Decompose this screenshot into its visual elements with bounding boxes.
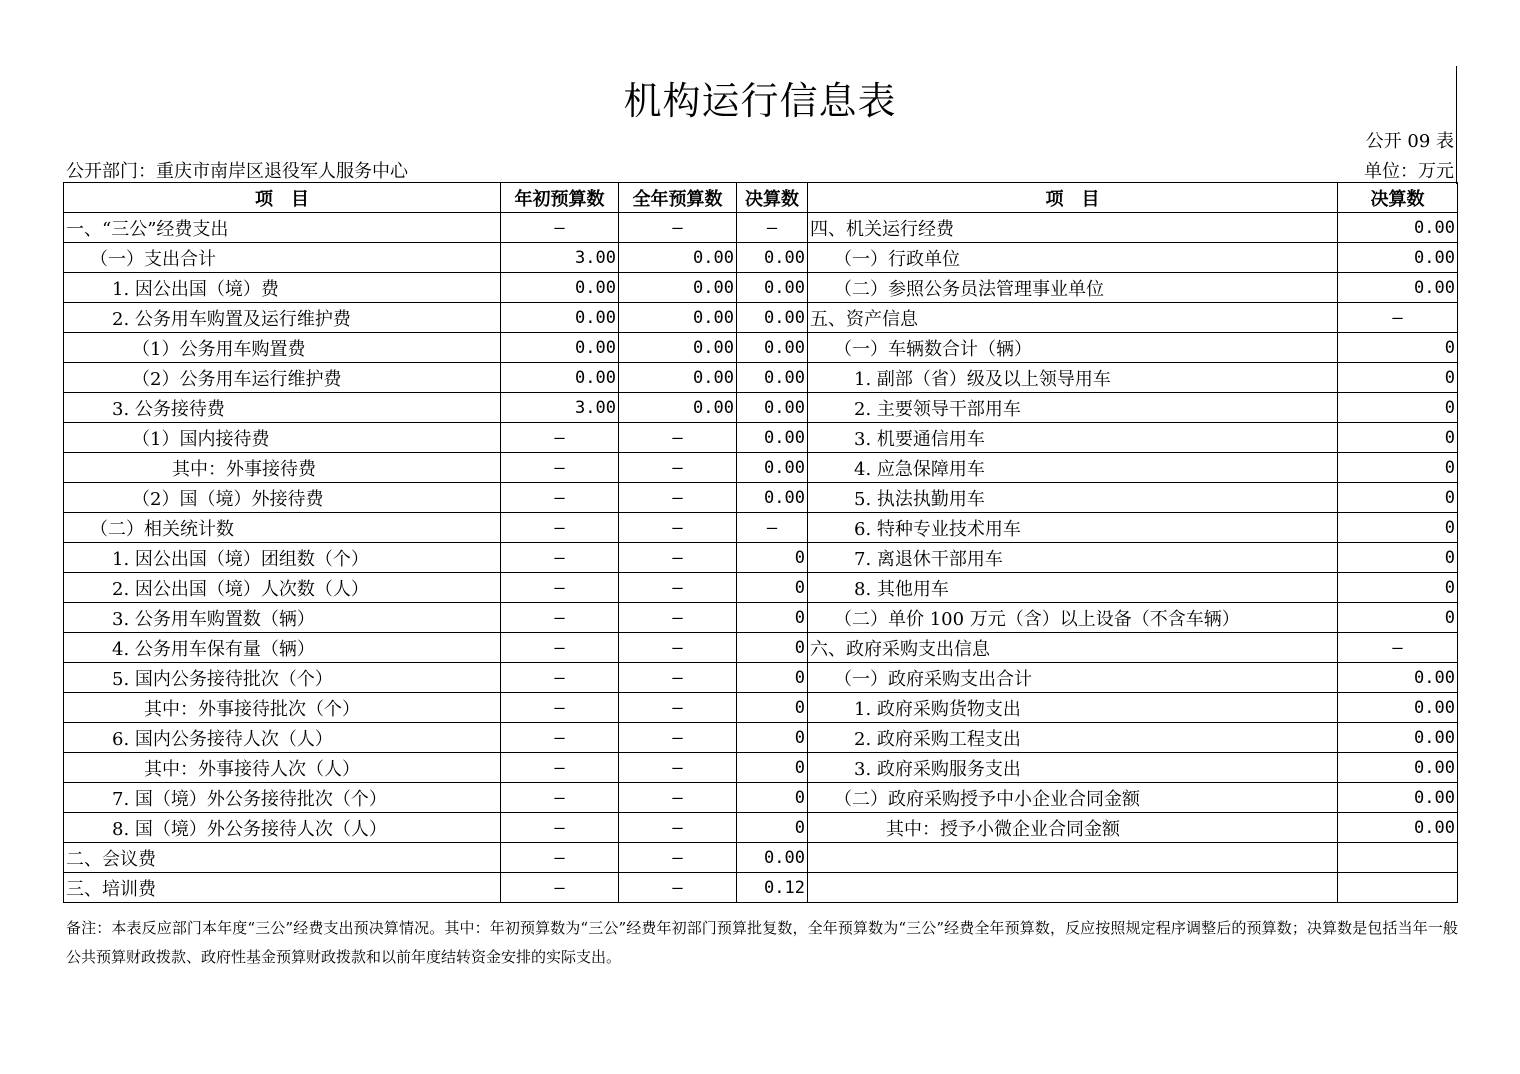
final-cell-right [1338,843,1458,873]
table-row [64,603,1458,633]
full-budget-cell: — [619,483,737,513]
final-cell-right: 0 [1338,603,1458,633]
final-cell: 0.00 [737,303,808,333]
full-budget-cell: — [619,603,737,633]
header-initial-budget: 年初预算数 [501,183,619,213]
row-label-right: 2. 主要领导干部用车 [808,393,1338,423]
final-cell-right: 0 [1338,543,1458,573]
final-cell-right: 0.00 [1338,693,1458,723]
final-cell-right: 0.00 [1338,753,1458,783]
table-row [64,693,1458,723]
full-budget-cell: 0.00 [619,303,737,333]
table-row [64,543,1458,573]
final-cell: 0 [737,723,808,753]
final-cell: 0.00 [737,243,808,273]
final-cell-right: 0 [1338,573,1458,603]
table-row [64,513,1458,543]
table-row [64,423,1458,453]
table-row [64,333,1458,363]
row-label-right: （二）单价 100 万元（含）以上设备（不含车辆） [808,603,1338,633]
table-row [64,273,1458,303]
initial-budget-cell: 3.00 [501,243,619,273]
row-label: 其中：外事接待批次（个） [64,693,501,723]
final-cell-right: — [1338,633,1458,663]
final-cell-right: 0.00 [1338,783,1458,813]
final-cell-right: 0.00 [1338,243,1458,273]
final-cell: 0.00 [737,273,808,303]
final-cell-right: 0.00 [1338,273,1458,303]
final-cell: 0.00 [737,393,808,423]
initial-budget-cell: 0.00 [501,333,619,363]
initial-budget-cell: — [501,423,619,453]
table-row [64,243,1458,273]
final-cell: 0 [737,813,808,843]
table-row [64,483,1458,513]
row-label-right [808,843,1338,873]
row-label-right: 1. 副部（省）级及以上领导用车 [808,363,1338,393]
initial-budget-cell: — [501,513,619,543]
initial-budget-cell: 0.00 [501,303,619,333]
initial-budget-cell: — [501,603,619,633]
row-label: （1）公务用车购置费 [64,333,501,363]
full-budget-cell: 0.00 [619,363,737,393]
full-budget-cell: — [619,693,737,723]
initial-budget-cell: 3.00 [501,393,619,423]
table-row [64,573,1458,603]
row-label-right: 8. 其他用车 [808,573,1338,603]
full-budget-cell: — [619,573,737,603]
initial-budget-cell: — [501,543,619,573]
initial-budget-cell: — [501,723,619,753]
row-label-right: （二）参照公务员法管理事业单位 [808,273,1338,303]
unit-label: 单位：万元 [1364,161,1454,182]
row-label: 二、会议费 [64,843,501,873]
row-label-right: 6. 特种专业技术用车 [808,513,1338,543]
initial-budget-cell: — [501,843,619,873]
row-label: 8. 国（境）外公务接待人次（人） [64,813,501,843]
row-label: 1. 因公出国（境）费 [64,273,501,303]
table-header-row [64,183,1458,213]
row-label-right: 五、资产信息 [808,303,1338,333]
final-cell-right: 0 [1338,363,1458,393]
row-label-right: （一）车辆数合计（辆） [808,333,1338,363]
full-budget-cell: — [619,633,737,663]
table-row [64,633,1458,663]
full-budget-cell: 0.00 [619,243,737,273]
final-cell-right: 0 [1338,483,1458,513]
final-cell-right: 0 [1338,333,1458,363]
initial-budget-cell: — [501,633,619,663]
header-item: 项 目 [64,183,501,213]
row-label: 4. 公务用车保有量（辆） [64,633,501,663]
full-budget-cell: 0.00 [619,333,737,363]
row-label: 一、“三公”经费支出 [64,213,501,243]
final-cell-right: 0.00 [1338,813,1458,843]
table-row [64,753,1458,783]
initial-budget-cell: — [501,783,619,813]
final-cell: 0 [737,753,808,783]
row-label: 2. 公务用车购置及运行维护费 [64,303,501,333]
final-cell: 0.00 [737,843,808,873]
final-cell-right: 0.00 [1338,723,1458,753]
initial-budget-cell: — [501,573,619,603]
final-cell: 0 [737,663,808,693]
initial-budget-cell: — [501,663,619,693]
full-budget-cell: — [619,843,737,873]
table-row [64,813,1458,843]
row-label-right: （一）政府采购支出合计 [808,663,1338,693]
final-cell-right: — [1338,303,1458,333]
final-cell-right: 0 [1338,453,1458,483]
final-cell: — [737,213,808,243]
full-budget-cell: — [619,723,737,753]
footnote: 备注：本表反应部门本年度“三公”经费支出预决算情况。其中：年初预算数为“三公”经费年初部门预算批复数，全年预算数为“三公”经费全年预算数，反应按照规定程序调整后的预算数；决算数是包括当年一般公共预算财政拨款、政府性基金预算财政拨款和以前年度结转资金安排的实际支出。 [66,919,1458,966]
row-label-right: 3. 机要通信用车 [808,423,1338,453]
table-row [64,213,1458,243]
header-full-budget: 全年预算数 [619,183,737,213]
initial-budget-cell: — [501,453,619,483]
full-budget-cell: — [619,213,737,243]
row-label-right: 7. 离退休干部用车 [808,543,1338,573]
row-label-right: 1. 政府采购货物支出 [808,693,1338,723]
row-label-right [808,873,1338,903]
initial-budget-cell: — [501,813,619,843]
full-budget-cell: — [619,813,737,843]
header-final-right: 决算数 [1338,183,1458,213]
full-budget-cell: — [619,423,737,453]
header-item-right: 项 目 [808,183,1338,213]
initial-budget-cell: 0.00 [501,363,619,393]
table-row [64,873,1458,903]
row-label: （二）相关统计数 [64,513,501,543]
header-final: 决算数 [737,183,808,213]
final-cell: 0 [737,543,808,573]
row-label: （一）支出合计 [64,243,501,273]
final-cell: 0.00 [737,423,808,453]
initial-budget-cell: — [501,693,619,723]
row-label: （1）国内接待费 [64,423,501,453]
row-label: 其中：外事接待费 [64,453,501,483]
row-label-right: 四、机关运行经费 [808,213,1338,243]
initial-budget-cell: — [501,213,619,243]
table-row [64,783,1458,813]
final-cell: 0.00 [737,453,808,483]
initial-budget-cell: — [501,483,619,513]
info-table [63,182,1458,903]
row-label-right: 2. 政府采购工程支出 [808,723,1338,753]
final-cell: 0 [737,693,808,723]
table-row [64,303,1458,333]
full-budget-cell: 0.00 [619,273,737,303]
final-cell-right: 0 [1338,423,1458,453]
final-cell: 0.00 [737,483,808,513]
final-cell: 0.12 [737,873,808,903]
row-label: 2. 因公出国（境）人次数（人） [64,573,501,603]
final-cell: 0.00 [737,363,808,393]
row-label: 3. 公务用车购置数（辆） [64,603,501,633]
table-row [64,843,1458,873]
row-label-right: 六、政府采购支出信息 [808,633,1338,663]
final-cell: 0 [737,603,808,633]
department-label: 公开部门：重庆市南岸区退役军人服务中心 [66,161,408,182]
final-cell: 0.00 [737,333,808,363]
full-budget-cell: — [619,453,737,483]
row-label-right: 4. 应急保障用车 [808,453,1338,483]
table-row [64,363,1458,393]
table-row [64,663,1458,693]
row-label-right: （二）政府采购授予中小企业合同金额 [808,783,1338,813]
row-label-right: （一）行政单位 [808,243,1338,273]
table-row [64,453,1458,483]
initial-budget-cell: 0.00 [501,273,619,303]
full-budget-cell: — [619,783,737,813]
row-label-right: 其中：授予小微企业合同金额 [808,813,1338,843]
form-number: 公开 09 表 [1365,131,1454,152]
initial-budget-cell: — [501,873,619,903]
table-row [64,393,1458,423]
final-cell-right: 0 [1338,513,1458,543]
row-label: 3. 公务接待费 [64,393,501,423]
final-cell: 0 [737,573,808,603]
final-cell: — [737,513,808,543]
table-row [64,723,1458,753]
full-budget-cell: 0.00 [619,393,737,423]
row-label-right: 5. 执法执勤用车 [808,483,1338,513]
row-label: 6. 国内公务接待人次（人） [64,723,501,753]
full-budget-cell: — [619,753,737,783]
full-budget-cell: — [619,873,737,903]
row-label: 其中：外事接待人次（人） [64,753,501,783]
full-budget-cell: — [619,543,737,573]
row-label: 1. 因公出国（境）团组数（个） [64,543,501,573]
final-cell-right: 0.00 [1338,213,1458,243]
final-cell: 0 [737,783,808,813]
initial-budget-cell: — [501,753,619,783]
row-label: 三、培训费 [64,873,501,903]
page-title: 机构运行信息表 [623,79,897,123]
full-budget-cell: — [619,513,737,543]
final-cell: 0 [737,633,808,663]
row-label: （2）公务用车运行维护费 [64,363,501,393]
final-cell-right: 0 [1338,393,1458,423]
row-label-right: 3. 政府采购服务支出 [808,753,1338,783]
full-budget-cell: — [619,663,737,693]
final-cell-right [1338,873,1458,903]
row-label: 5. 国内公务接待批次（个） [64,663,501,693]
row-label: （2）国（境）外接待费 [64,483,501,513]
final-cell-right: 0.00 [1338,663,1458,693]
row-label: 7. 国（境）外公务接待批次（个） [64,783,501,813]
